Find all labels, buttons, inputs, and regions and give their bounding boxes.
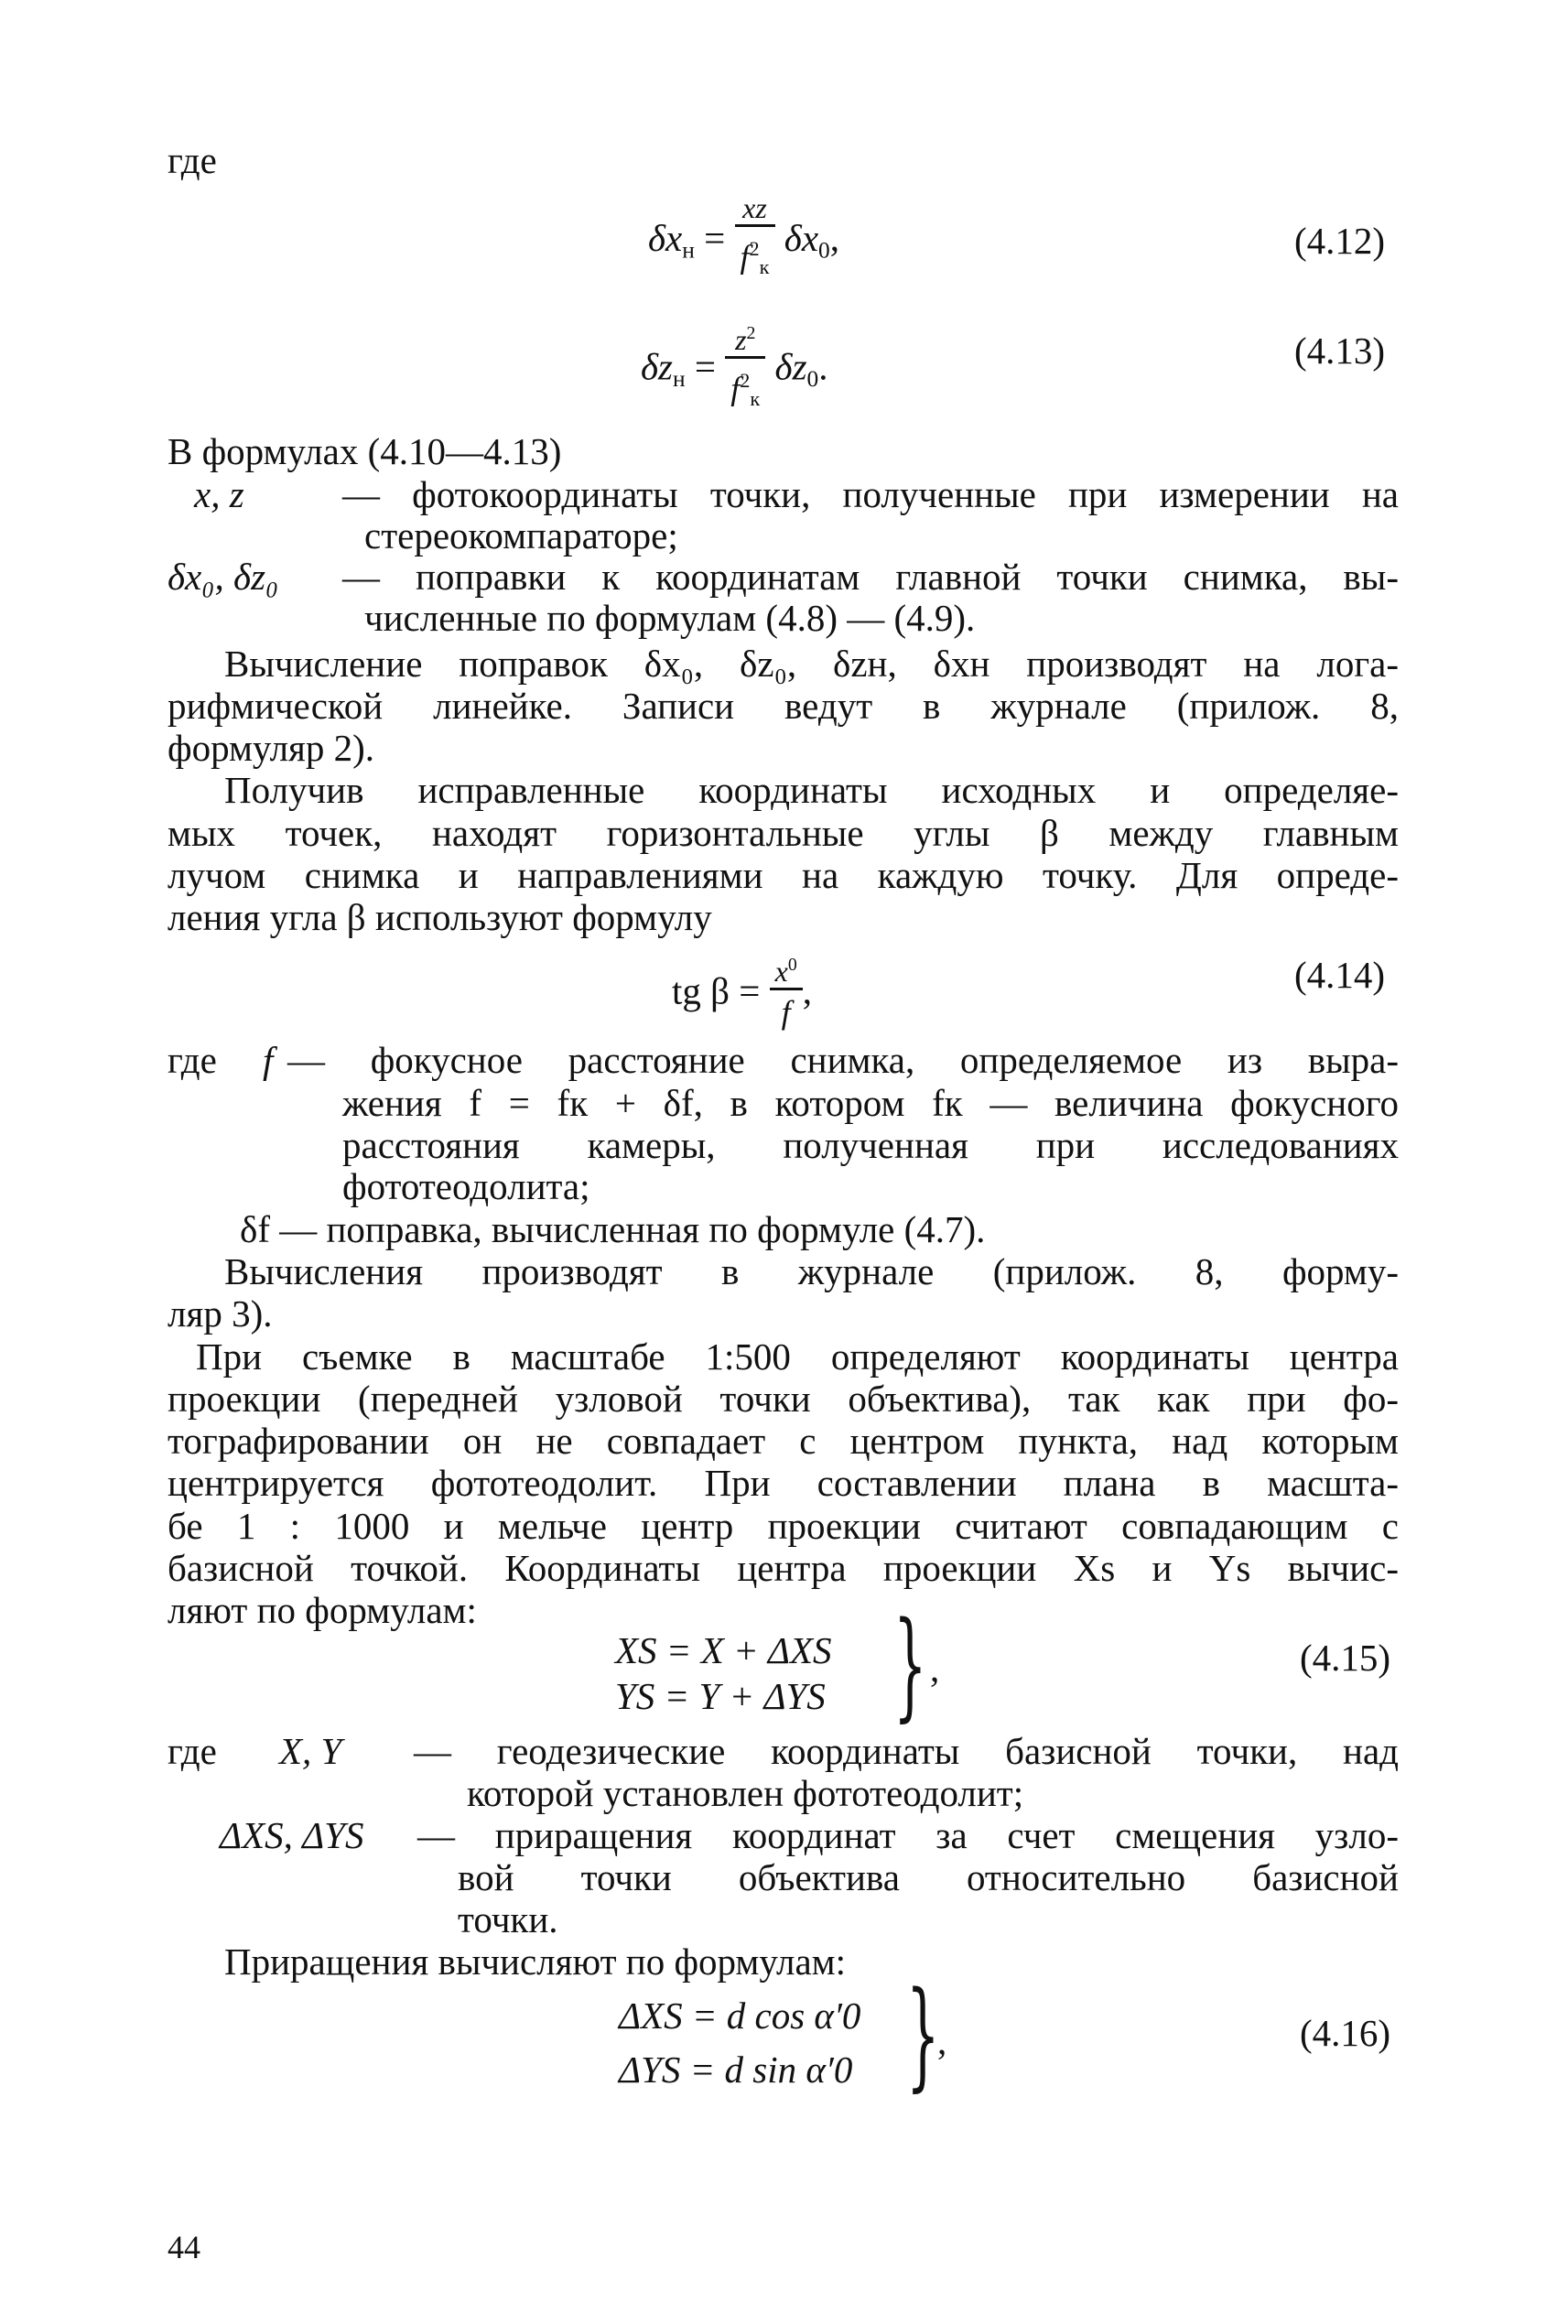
para1-line-3: формуляр 2).	[168, 727, 375, 769]
para4-line-3: тографировании он не совпадает с центром пункта, над которым	[168, 1420, 1399, 1462]
term-f-desc-2: жения f = fк + δf, в котором fк — величина фокусного	[342, 1082, 1399, 1124]
equation-4-15-tail: ,	[930, 1648, 940, 1690]
fraction: $\frac{z^2}{f^2_к}$	[725, 317, 765, 421]
where-word-3: где	[168, 1730, 217, 1772]
term-X-Y-desc-2: которой установлен фототеодолит;	[467, 1772, 1024, 1814]
para2-line-2: мых точек, находят горизонтальные углы β между главным	[168, 812, 1399, 854]
term-df: δf — поправка, вычисленная по формуле (4.7).	[240, 1208, 986, 1250]
term-f-desc-4: фототеодолита;	[342, 1165, 590, 1207]
equation-number-4-12: (4.12)	[1294, 220, 1386, 262]
right-brace: }	[906, 1967, 940, 2103]
term-X-Y: X, Y	[279, 1730, 342, 1772]
equation-4-15-line-2: YS = Y + ΔYS	[615, 1675, 826, 1717]
para4-line-6: базисной точкой. Координаты центра проекции Xs и Ys вычис-	[168, 1547, 1399, 1589]
term-x-z-desc-2: стереокомпараторе;	[364, 514, 678, 557]
fraction: $\frac{x^0}{f}$	[770, 948, 803, 1034]
where-word-2: где	[168, 1039, 217, 1081]
fraction: $\frac{xz}{f^2_к}$	[735, 191, 775, 289]
para4-line-4: центрируется фототеодолит. При составлении плана в масшта-	[168, 1462, 1399, 1504]
equation-4-16-tail: ,	[937, 2020, 947, 2062]
para2-line-4: ления угла β используют формулу	[168, 896, 712, 938]
term-x-z: x, z	[194, 473, 244, 515]
para4-line-2: проекции (передней узловой точки объектива), так как при фо-	[168, 1378, 1399, 1420]
para5: Приращения вычисляют по формулам:	[224, 1940, 847, 1983]
definitions-heading: В формулах (4.10—4.13)	[168, 430, 562, 472]
term-dXs-dYs: ΔXS, ΔYS	[220, 1814, 364, 1856]
term-f-desc-3: расстояния камеры, полученная при исследованиях	[342, 1124, 1399, 1166]
right-brace: }	[893, 1597, 927, 1734]
equation-number-4-16: (4.16)	[1300, 2012, 1391, 2054]
para4-line-5: бе 1 : 1000 и мельче центр проекции считают совпадающим с	[168, 1505, 1399, 1547]
eq-lhs: δx	[648, 216, 683, 259]
equation-4-12: $\delta x_н$ = $\frac{xz}{f^2_к}$ $\delta x_0$,	[648, 193, 839, 291]
intro-word: где	[168, 139, 217, 181]
para2-line-1: Получив исправленные координаты исходных и определяе-	[224, 769, 1399, 811]
para1-line-1: Вычисление поправок δx₀, δz₀, δzн, δxн производят на лога-	[224, 643, 1399, 685]
term-x-z-desc-1: — фотокоординаты точки, полученные при измерении на	[342, 473, 1399, 515]
term-dXs-dYs-desc-1: — приращения координат за счет смещения узло-	[417, 1814, 1399, 1856]
equation-4-16-line-2: ΔYS = d sin α′0	[619, 2048, 853, 2091]
term-dx0-dz0-desc-1: — поправки к координатам главной точки снимка, вы-	[342, 556, 1399, 598]
term-f: f	[263, 1039, 274, 1081]
term-X-Y-desc-1: — геодезические координаты базисной точки, над	[414, 1730, 1399, 1772]
term-dx0-dz0: δx₀, δz₀	[168, 556, 279, 598]
para4-line-7: ляют по формулам:	[168, 1589, 477, 1631]
equation-number-4-15: (4.15)	[1300, 1637, 1391, 1679]
para1-line-2: рифмической линейке. Записи ведут в журнале (прилож. 8,	[168, 685, 1399, 727]
para3-line-1: Вычисления производят в журнале (прилож. 8, форму-	[224, 1250, 1399, 1292]
equation-4-13: $\delta z_н$ = $\frac{z^2}{f^2_к}$ $\delta z_0$.	[641, 319, 827, 423]
equation-4-14: tg β = $\frac{x^0}{f}$ ,	[672, 952, 812, 1038]
equation-4-15-line-1: XS = X + ΔXS	[615, 1629, 832, 1671]
page-number: 44	[168, 2229, 200, 2265]
term-f-desc-1: — фокусное расстояние снимка, определяемое из выра-	[287, 1039, 1399, 1081]
para4-line-1: При съемке в масштабе 1:500 определяют координаты центра	[196, 1335, 1399, 1378]
para3-line-2: ляр 3).	[168, 1292, 273, 1335]
term-dXs-dYs-desc-3: точки.	[458, 1898, 558, 1940]
equation-4-16-line-1: ΔXS = d cos α′0	[619, 1994, 861, 2037]
term-dXs-dYs-desc-2: вой точки объектива относительно базисной	[458, 1856, 1399, 1898]
para2-line-3: лучом снимка и направлениями на каждую точку. Для опреде-	[168, 854, 1399, 896]
equation-number-4-14: (4.14)	[1294, 954, 1386, 996]
equation-number-4-13: (4.13)	[1294, 330, 1386, 372]
term-dx0-dz0-desc-2: численные по формулам (4.8) — (4.9).	[364, 597, 976, 639]
